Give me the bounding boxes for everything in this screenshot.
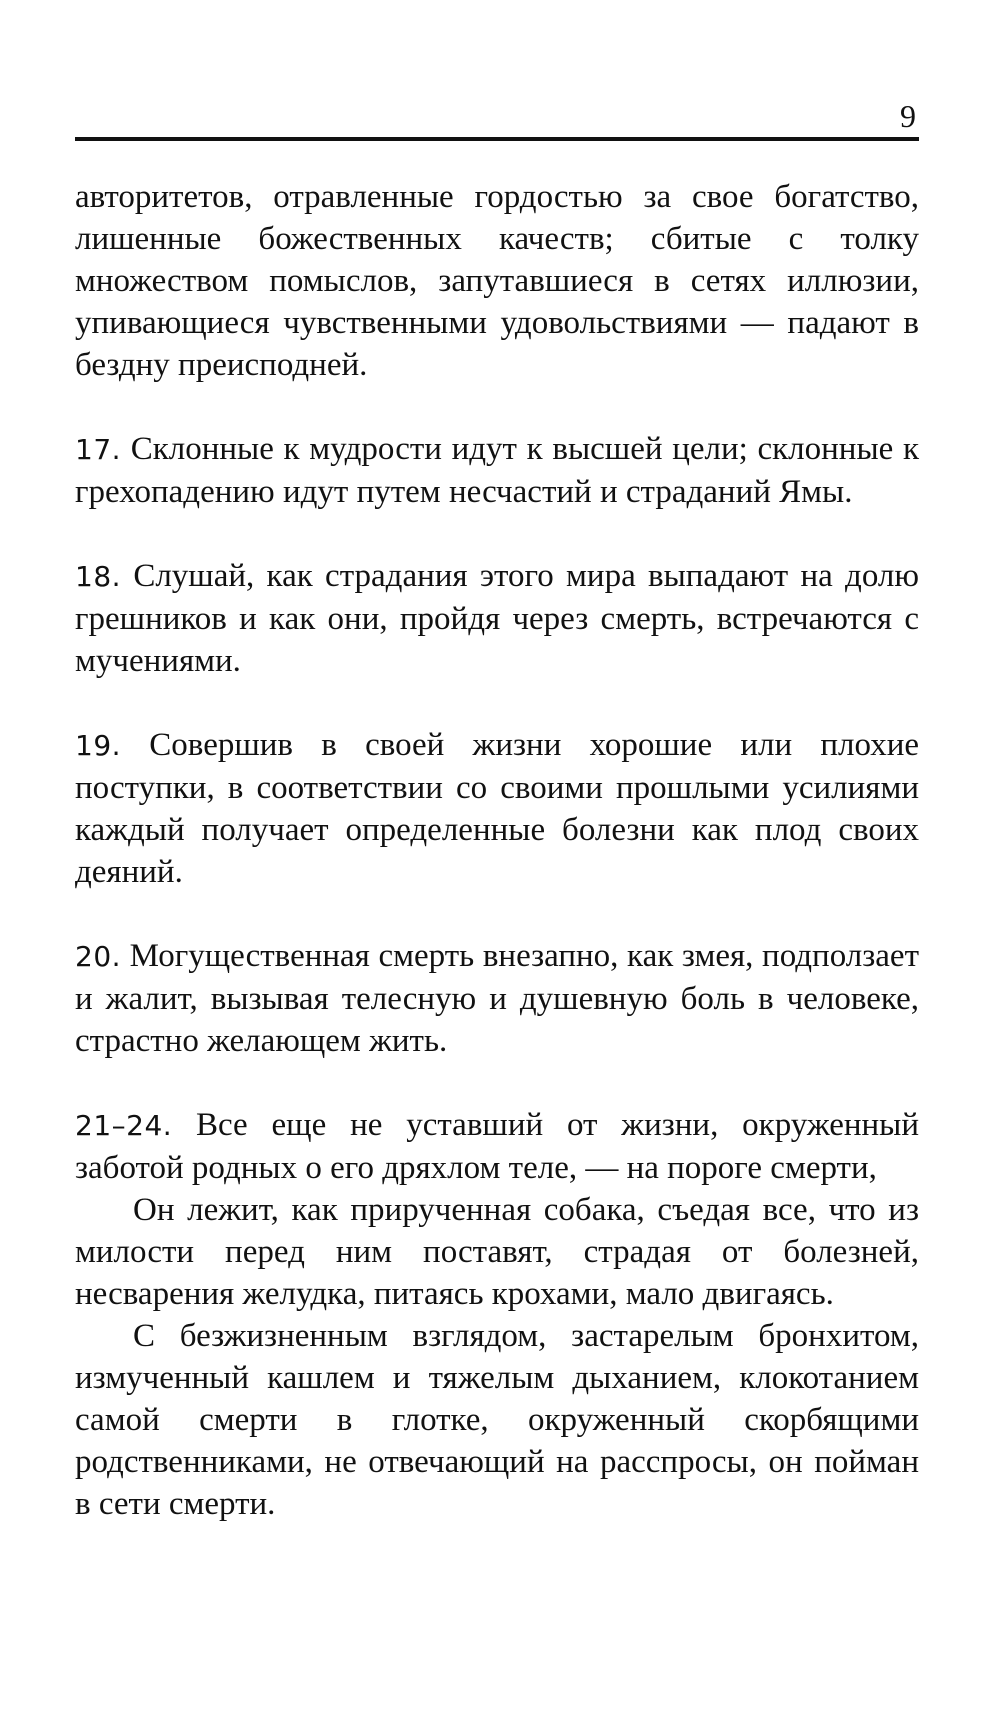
- verse-text: Могущественная смерть внезапно, как змея, подползает и жалит, вызывая телесную и душевную боль в человеке, страстно желающем жить.: [75, 938, 919, 1059]
- paragraph-continuation: [75, 176, 919, 386]
- page-number: 9: [900, 98, 916, 134]
- paragraph-text: авторитетов, отравленные гордостью за свое богатство, лишенные божественных качеств; сбитые с толку множеством помыслов, запутавшиеся в сетях иллюзии, упивающиеся чувственными удовольствиями — падают в бездну преисподней.: [75, 179, 919, 383]
- verse-17: [75, 428, 919, 513]
- verse-21-24-paragraph-3: [75, 1315, 919, 1525]
- verse-21-24-paragraph-2: [75, 1189, 919, 1315]
- verse-19: [75, 724, 919, 893]
- paragraph-text: Он лежит, как прирученная собака, съедая все, что из милости перед ним поставят, страдая от болезней, несварения желудка, питаясь крохами, мало двигаясь.: [75, 1192, 919, 1312]
- verse-21-24: [75, 1104, 919, 1189]
- verse-number: 21–24.: [75, 1109, 173, 1142]
- verse-number: 18.: [75, 560, 122, 593]
- verse-number: 20.: [75, 940, 122, 973]
- verse-20: [75, 935, 919, 1062]
- verse-18: [75, 555, 919, 682]
- verse-text: Склонные к мудрости идут к высшей цели; склонные к грехопадению идут путем несчастий и страданий Ямы.: [75, 431, 919, 510]
- verse-text: Совершив в своей жизни хорошие или плохие поступки, в соответствии со своими прошлыми усилиями каждый получает определенные болезни как плод своих деяний.: [75, 727, 920, 890]
- text-body: [75, 176, 919, 1525]
- verse-text: Слушай, как страдания этого мира выпадают на долю грешников и как они, пройдя через смерть, встречаются с мучениями.: [75, 558, 920, 679]
- verse-text: Все еще не уставший от жизни, окруженный заботой родных о его дряхлом теле, — на пороге смерти,: [75, 1107, 919, 1186]
- paragraph-text: С безжизненным взглядом, застарелым бронхитом, измученный кашлем и тяжелым дыханием, клокотанием самой смерти в глотке, окруженный скорбящими родственниками, не отвечающий на расспросы, он пойман в сети смерти.: [75, 1318, 919, 1522]
- verse-number: 17.: [75, 433, 122, 466]
- verse-number: 19.: [75, 729, 122, 762]
- header-rule: [75, 137, 919, 141]
